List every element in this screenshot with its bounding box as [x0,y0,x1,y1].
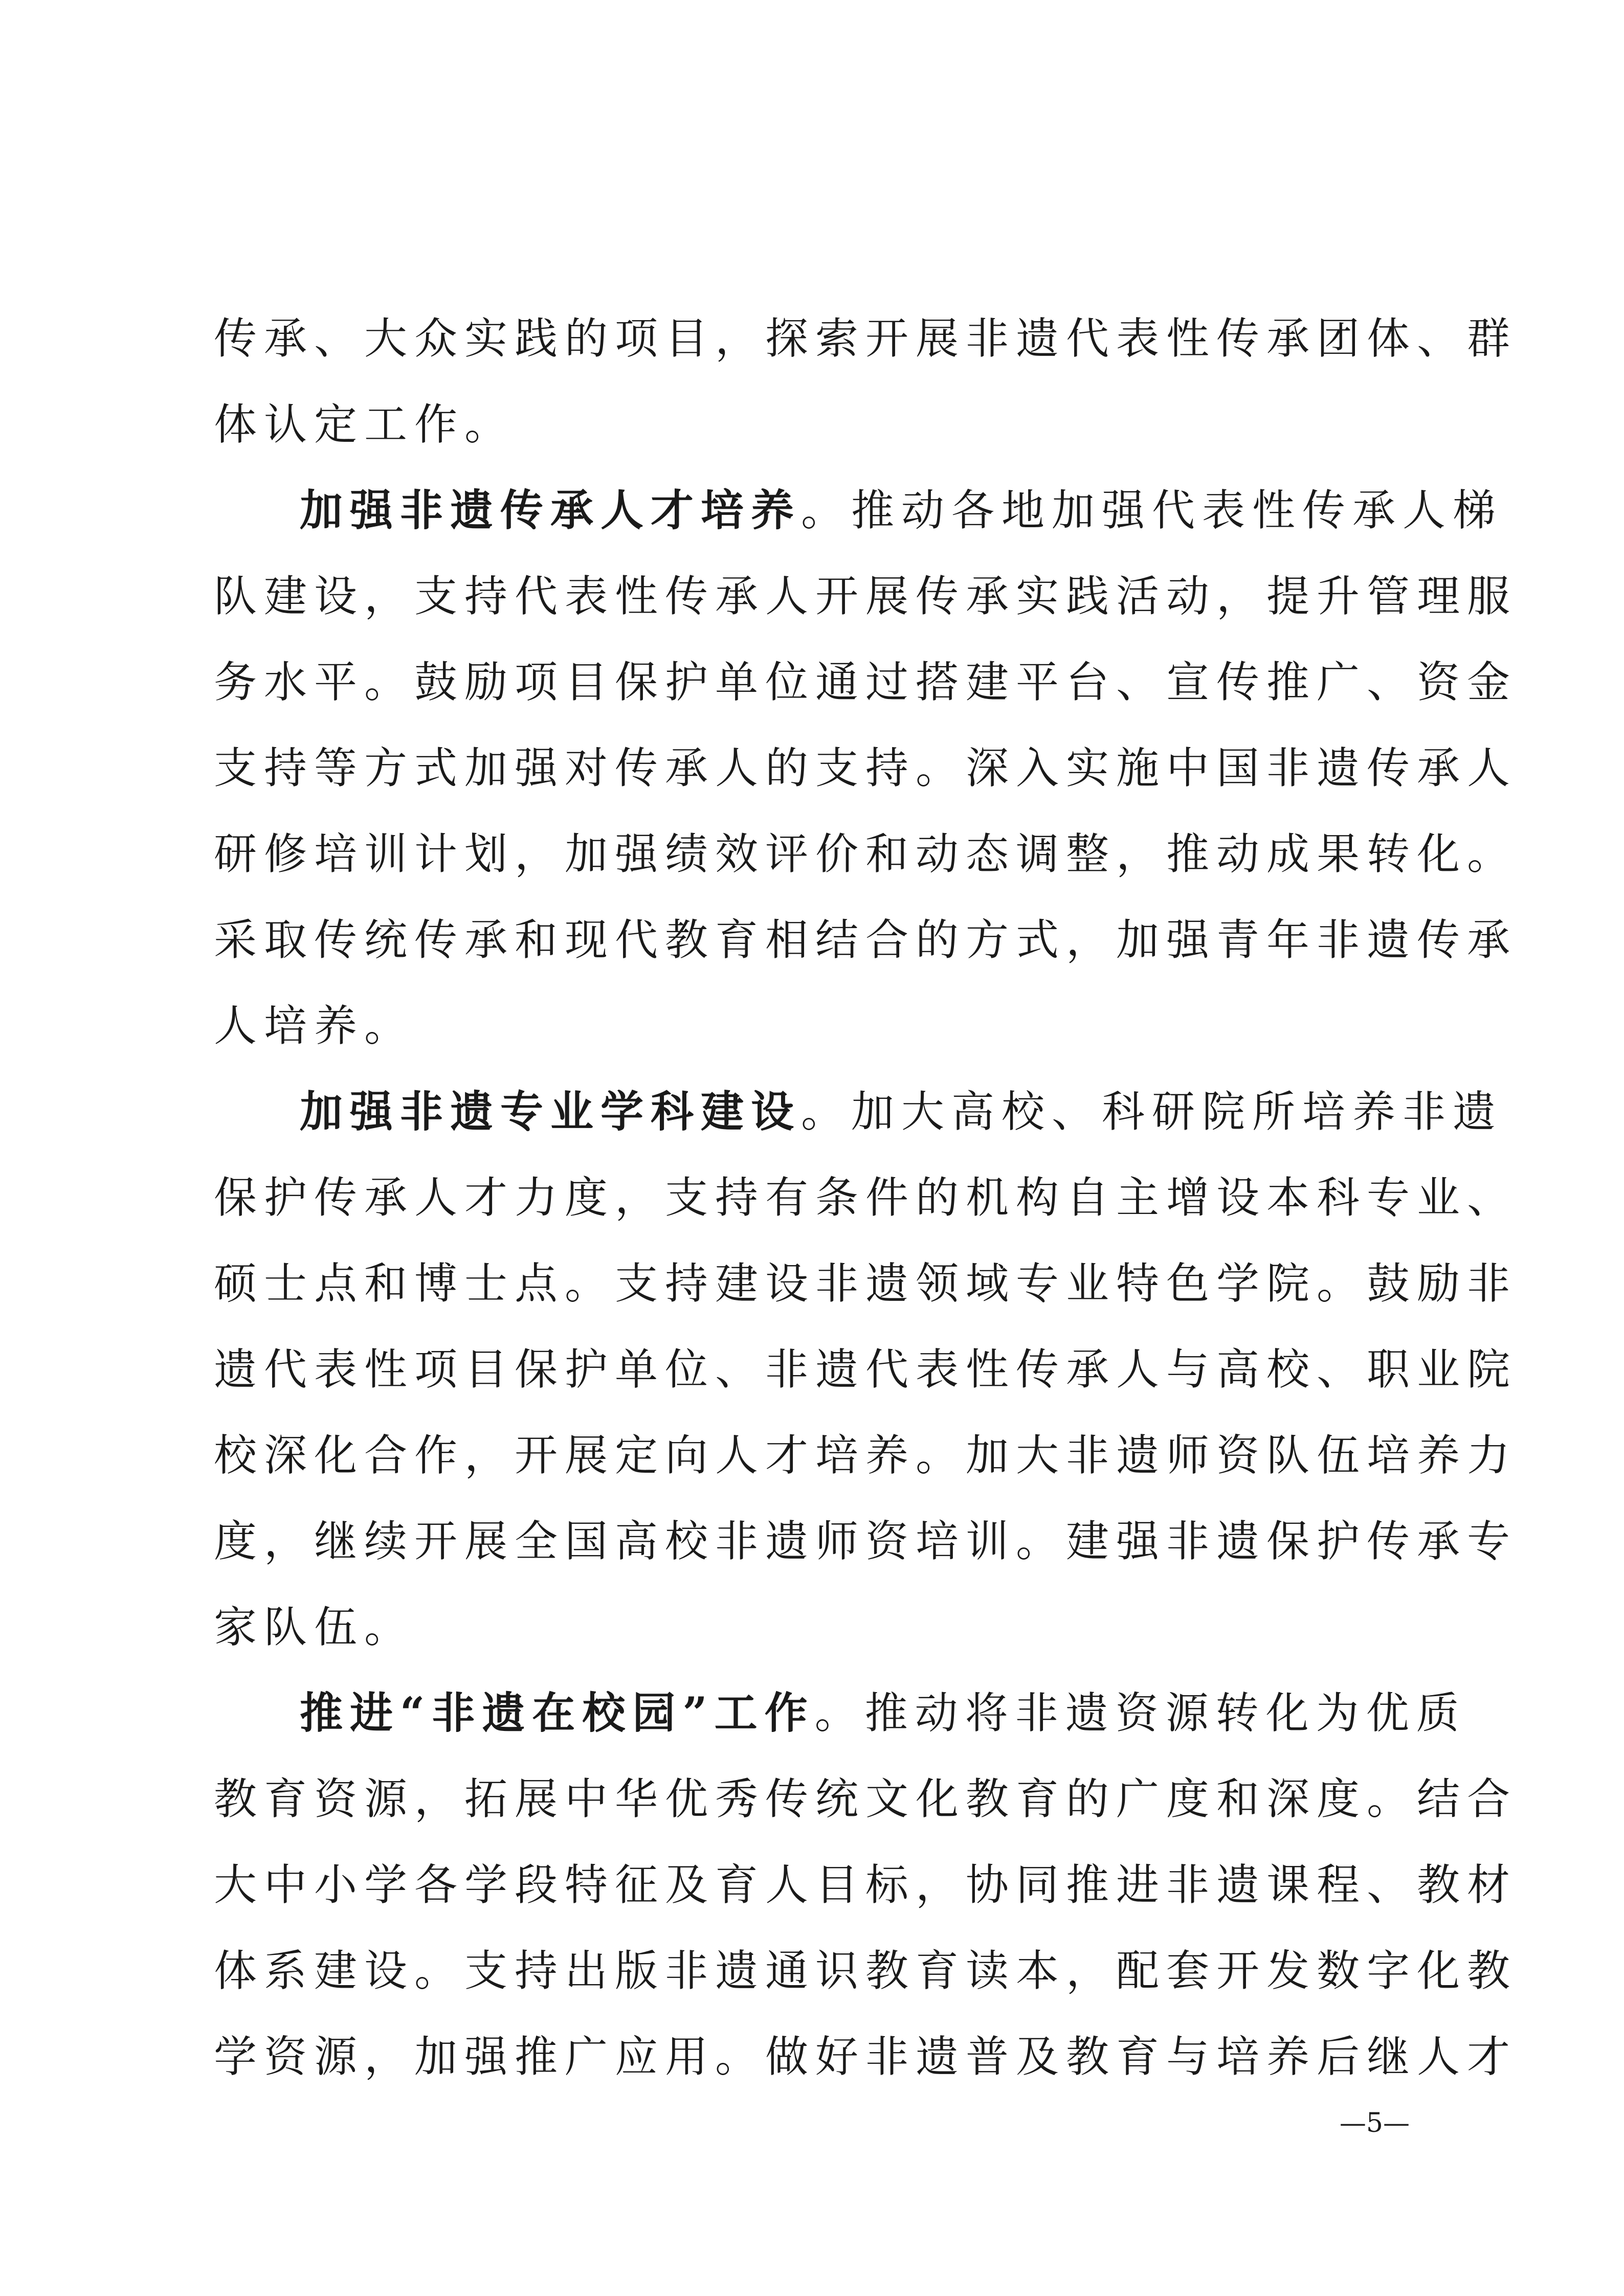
paragraph-campus [214,1670,1518,2100]
text-line: 队建设，支持代表性传承人开展传承实践活动，提升管理服 [214,571,1518,621]
text-line [214,1069,1503,1155]
text-line [214,467,1503,553]
text-line: 保护传承人才力度，支持有条件的机构自主增设本科专业、 [214,1173,1518,1223]
text-line: 人培养。 [214,1001,415,1051]
text-line: 体系建设。支持出版非遗通识教育读本，配套开发数字化教 [214,1946,1518,1996]
text-line: 学资源，加强推广应用。做好非遗普及教育与培养后继人才 [214,2032,1518,2082]
document-body [214,296,1518,2100]
paragraph-talent-training [214,467,1518,1069]
text-run: 。加大高校、科研院所培养非遗 [801,1087,1503,1137]
text-line: 校深化合作，开展定向人才培养。加大非遗师资队伍培养力 [214,1430,1518,1480]
text-line: 支持等方式加强对传承人的支持。深入实施中国非遗传承人 [214,743,1518,793]
text-line: 教育资源，拓展中华优秀传统文化教育的广度和深度。结合 [214,1774,1518,1824]
text-line: 研修培训计划，加强绩效评价和动态调整，推动成果转化。 [214,829,1518,879]
paragraph-continuation [214,296,1518,467]
text-line: 硕士点和博士点。支持建设非遗领域专业特色学院。鼓励非 [214,1258,1518,1309]
paragraph-heading: 推进“非遗在校园”工作 [300,1687,815,1738]
text-line: 遗代表性项目保护单位、非遗代表性传承人与高校、职业院 [214,1344,1518,1394]
page-number: —5— [1339,2108,1410,2139]
text-line: 务水平。鼓励项目保护单位通过搭建平台、宣传推广、资金 [214,657,1518,707]
text-line: 家队伍。 [214,1602,415,1652]
text-line: 采取传统传承和现代教育相结合的方式，加强青年非遗传承 [214,915,1518,965]
text-line: 传承、大众实践的项目，探索开展非遗代表性传承团体、群 [214,313,1518,364]
text-run: 。推动各地加强代表性传承人梯 [801,485,1503,535]
text-line: 度，继续开展全国高校非遗师资培训。建强非遗保护传承专 [214,1516,1518,1566]
paragraph-discipline-building [214,1069,1518,1670]
text-run: 。推动将非遗资源转化为优质 [814,1688,1466,1738]
text-line [214,1670,1466,1756]
paragraph-heading: 加强非遗传承人才培养 [300,485,802,535]
text-line: 体认定工作。 [214,399,515,449]
text-line: 大中小学各学段特征及育人目标，协同推进非遗课程、教材 [214,1860,1518,1910]
paragraph-heading: 加强非遗专业学科建设 [300,1086,802,1137]
